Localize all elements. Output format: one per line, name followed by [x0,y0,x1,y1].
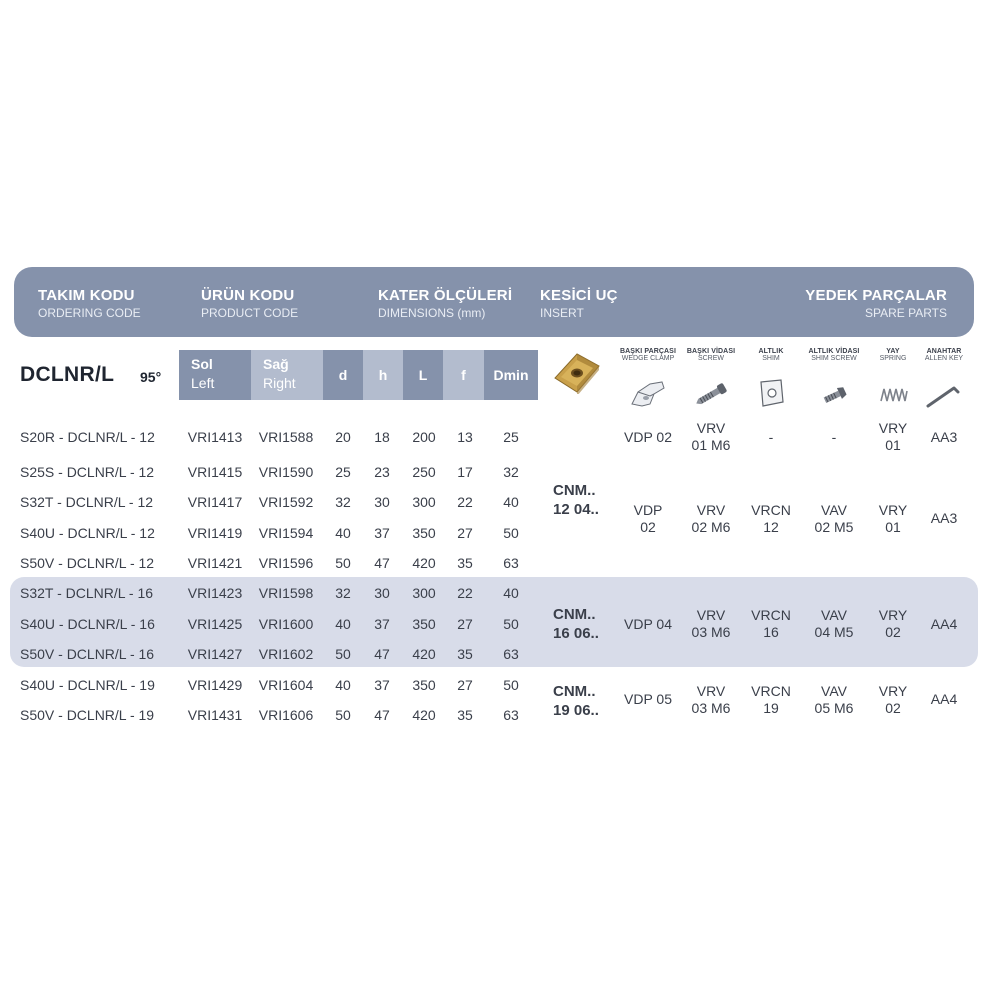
ordering-code: S50V - DCLNR/L - 19 [20,707,155,723]
part-shim-screw-tr: ALTLIK VİDASI [808,348,860,355]
header-product-en: PRODUCT CODE [201,306,299,320]
dmin-value: 40 [503,494,519,510]
spare-c-shim-screw-2: 04 M5 [814,624,854,640]
h-value: 30 [374,585,390,601]
header-insert-tr: KESİCİ UÇ [540,287,618,304]
d-value: 25 [335,464,351,480]
d-value: 40 [335,616,351,632]
spare-d-spring-1: VRY [878,683,908,699]
dmin-value: 50 [503,677,519,693]
f-value: 35 [457,707,473,723]
L-value: 350 [412,525,436,541]
f-value: 35 [457,555,473,571]
insert-code-19 [553,682,599,720]
part-label-shim [759,348,784,362]
dmin-value: 50 [503,525,519,541]
part-screw-tr: BAŞKI VİDASI [686,348,736,355]
d-value: 50 [335,555,351,571]
header-ordering-tr: TAKIM KODU [38,287,135,304]
dmin-value: 40 [503,585,519,601]
L-value: 420 [412,707,436,723]
spare-a-screw-1: VRV [696,420,726,436]
insert-icon [553,352,601,394]
ordering-code: S40U - DCLNR/L - 12 [20,525,155,541]
spare-d-key: AA4 [930,691,958,707]
ordering-code: S20R - DCLNR/L - 12 [20,429,155,445]
spare-b-screw [692,502,731,536]
col-header-f: f [443,350,484,400]
spare-c-screw-2: 03 M6 [691,624,731,640]
spare-d-shim-2: 19 [763,700,779,716]
part-label-wedge-clamp [620,348,676,362]
header-spare-en: SPARE PARTS [864,306,947,320]
insert-16-l1: CNM.. [553,606,596,623]
header-spare-parts [805,287,947,321]
header-product-code [201,287,298,321]
spare-d-shim-screw-1: VAV [821,683,847,699]
ordering-code: S50V - DCLNR/L - 16 [20,646,155,662]
f-value: 22 [457,585,473,601]
spare-a-spring-1: VRY [878,420,908,436]
dmin-value: 63 [503,555,519,571]
spare-b-shim-1: VRCN [751,502,791,518]
col-left-tr: Sol [191,356,213,372]
h-value: 37 [374,525,390,541]
ordering-code: S40U - DCLNR/L - 16 [20,616,155,632]
spare-c-shim-screw [815,607,854,641]
ordering-code: S32T - DCLNR/L - 16 [20,585,154,601]
insert-16-l2: 16 06.. [553,625,599,642]
spare-b-key: AA3 [930,510,958,526]
left-code: VRI1415 [187,464,243,480]
h-value: 37 [374,616,390,632]
h-value: 47 [374,555,390,571]
spare-b-wedge-2: 02 [640,519,656,535]
col-left-en: Left [191,375,215,391]
spare-a-shim: - [768,429,774,445]
part-screw-en: SCREW [697,355,725,362]
right-code: VRI1606 [258,707,314,723]
insert-code-16 [553,605,599,643]
f-value: 27 [457,525,473,541]
spare-d-shim-screw-2: 05 M6 [814,700,854,716]
spare-b-shim-screw-1: VAV [821,502,847,518]
d-value: 20 [335,429,351,445]
right-code: VRI1592 [258,494,314,510]
dmin-value: 25 [503,429,519,445]
right-code: VRI1602 [258,646,314,662]
left-code: VRI1421 [187,555,243,571]
h-value: 18 [374,429,390,445]
spare-c-spring-2: 02 [885,624,901,640]
f-value: 22 [457,494,473,510]
spare-d-wedge: VDP 05 [624,691,672,707]
d-value: 50 [335,707,351,723]
spare-d-shim [751,683,791,717]
ordering-code: S32T - DCLNR/L - 12 [20,494,154,510]
spare-b-screw-2: 02 M6 [691,519,731,535]
part-label-screw [687,348,735,362]
part-label-allen-key [925,348,963,362]
dmin-value: 50 [503,616,519,632]
col-header-dmin: Dmin [484,350,538,400]
shim-icon [757,378,785,408]
col-right-tr: Sağ [263,356,289,372]
header-product-tr: ÜRÜN KODU [201,287,295,304]
header-spare-tr: YEDEK PARÇALAR [805,287,947,304]
L-value: 250 [412,464,436,480]
insert-12-l1: CNM.. [553,482,596,499]
d-value: 40 [335,525,351,541]
h-value: 47 [374,646,390,662]
header-insert [540,287,618,321]
col-header-left [179,350,251,400]
spare-c-shim-2: 16 [763,624,779,640]
part-shim-screw-en: SHIM SCREW [811,355,857,362]
spare-b-shim-screw-2: 02 M5 [814,519,854,535]
spring-icon [878,383,910,407]
spare-b-screw-1: VRV [696,502,726,518]
spare-c-wedge: VDP 04 [624,616,672,632]
screw-icon [690,380,732,410]
insert-19-l2: 19 06.. [553,702,599,719]
tool-angle: 95° [140,369,162,385]
part-key-tr: ANAHTAR [926,348,962,355]
left-code: VRI1417 [187,494,243,510]
spare-a-spring [879,420,908,454]
d-value: 32 [335,494,351,510]
h-value: 30 [374,494,390,510]
left-code: VRI1413 [187,429,243,445]
spare-d-screw [692,683,731,717]
left-code: VRI1423 [187,585,243,601]
d-value: 32 [335,585,351,601]
part-shim-en: SHIM [762,355,780,362]
spare-d-screw-2: 03 M6 [691,700,731,716]
h-value: 23 [374,464,390,480]
spare-c-shim-1: VRCN [751,607,791,623]
L-value: 200 [412,429,436,445]
part-wedge-en: WEDGE CLAMP [621,355,675,362]
right-code: VRI1598 [258,585,314,601]
spare-a-spring-2: 01 [885,437,901,453]
right-code: VRI1594 [258,525,314,541]
spare-b-wedge-1: VDP [633,502,663,518]
ordering-code: S50V - DCLNR/L - 12 [20,555,155,571]
spare-d-spring-2: 02 [885,700,901,716]
col-header-h: h [363,350,403,400]
d-value: 40 [335,677,351,693]
L-value: 300 [412,585,436,601]
header-insert-en: INSERT [540,306,584,320]
right-code: VRI1604 [258,677,314,693]
spare-d-shim-screw [815,683,854,717]
part-spring-en: SPRING [879,355,907,362]
spare-c-screw [692,607,731,641]
f-value: 27 [457,616,473,632]
spare-b-shim-screw [815,502,854,536]
dmin-value: 32 [503,464,519,480]
left-code: VRI1419 [187,525,243,541]
insert-12-l2: 12 04.. [553,501,599,518]
L-value: 420 [412,555,436,571]
spare-c-shim-screw-1: VAV [821,607,847,623]
spare-a-screw-2: 01 M6 [691,437,731,453]
spare-c-spring-1: VRY [878,607,908,623]
col-header-d: d [323,350,363,400]
right-code: VRI1596 [258,555,314,571]
spare-b-shim-2: 12 [763,519,779,535]
spare-b-wedge [634,502,663,536]
col-header-L: L [403,350,443,400]
h-value: 37 [374,677,390,693]
ordering-code: S25S - DCLNR/L - 12 [20,464,155,480]
left-code: VRI1427 [187,646,243,662]
col-right-en: Right [263,375,296,391]
part-label-shim-screw [809,348,860,362]
f-value: 17 [457,464,473,480]
header-dimensions [378,287,512,321]
spare-c-key: AA4 [930,616,958,632]
spare-b-spring [879,502,908,536]
part-wedge-tr: BAŞKI PARÇASI [619,348,677,355]
part-spring-tr: YAY [886,348,900,355]
col-header-right [251,350,323,400]
insert-code-12 [553,481,599,519]
part-shim-tr: ALTLIK [758,348,784,355]
header-dimensions-tr: KATER ÖLÇÜLERİ [378,287,513,304]
right-code: VRI1588 [258,429,314,445]
f-value: 13 [457,429,473,445]
shim-screw-icon [818,384,850,408]
spare-d-spring [879,683,908,717]
L-value: 350 [412,616,436,632]
spare-a-wedge: VDP 02 [624,429,672,445]
wedge-clamp-icon [628,378,668,410]
f-value: 27 [457,677,473,693]
spare-a-shim-screw: - [831,429,837,445]
left-code: VRI1429 [187,677,243,693]
left-code: VRI1425 [187,616,243,632]
d-value: 50 [335,646,351,662]
spare-c-spring [879,607,908,641]
spare-b-shim [751,502,791,536]
part-key-en: ALLEN KEY [924,355,964,362]
L-value: 420 [412,646,436,662]
header-dimensions-en: DIMENSIONS (mm) [378,306,486,320]
right-code: VRI1600 [258,616,314,632]
right-code: VRI1590 [258,464,314,480]
L-value: 300 [412,494,436,510]
spare-b-spring-1: VRY [878,502,908,518]
allen-key-icon [926,378,962,410]
spare-d-shim-1: VRCN [751,683,791,699]
header-ordering-code [38,287,141,321]
tool-title: DCLNR/L [20,363,115,386]
part-label-spring [880,348,907,362]
left-code: VRI1431 [187,707,243,723]
spare-b-spring-2: 01 [885,519,901,535]
dmin-value: 63 [503,646,519,662]
f-value: 35 [457,646,473,662]
insert-19-l1: CNM.. [553,683,596,700]
spare-a-screw [692,420,731,454]
dmin-value: 63 [503,707,519,723]
spare-c-shim [751,607,791,641]
spare-c-screw-1: VRV [696,607,726,623]
spare-d-screw-1: VRV [696,683,726,699]
L-value: 350 [412,677,436,693]
h-value: 47 [374,707,390,723]
spare-a-key: AA3 [930,429,958,445]
ordering-code: S40U - DCLNR/L - 19 [20,677,155,693]
header-ordering-en: ORDERING CODE [38,306,141,320]
